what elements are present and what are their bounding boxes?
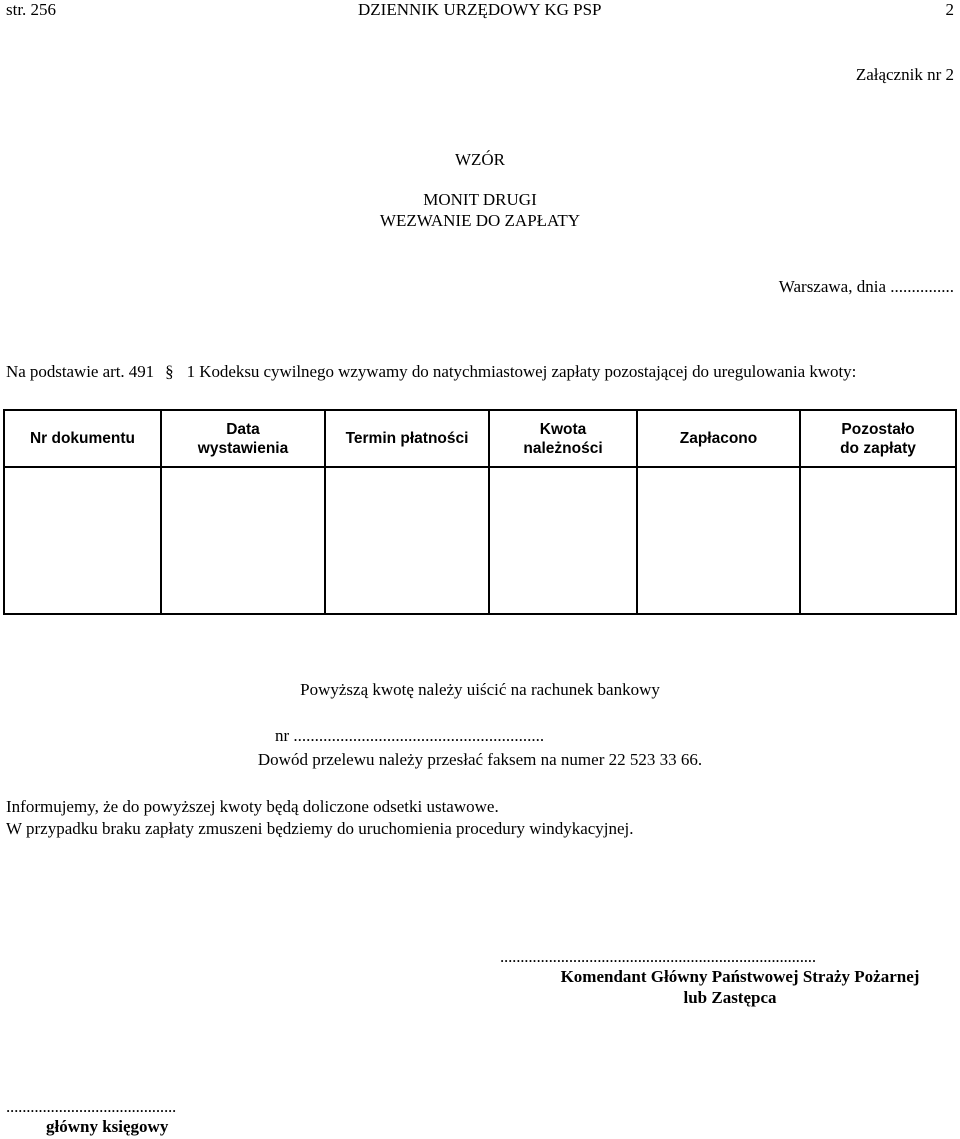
payment-instruction: Powyższą kwotę należy uiścić na rachunek bankowy xyxy=(300,680,660,699)
header-due-date xyxy=(326,411,488,466)
document-title: MONIT DRUGI xyxy=(423,190,537,209)
header-paid xyxy=(638,411,799,466)
header-document-number xyxy=(5,411,160,466)
signatory-title: Komendant Główny Państwowej Straży Pożarnej xyxy=(560,967,920,986)
account-number-field: nr ........................................................... xyxy=(275,726,545,745)
section-sign: § xyxy=(165,362,174,381)
payment-table xyxy=(3,409,957,615)
header-text: należności xyxy=(523,439,603,457)
intro-text-start: Na podstawie art. 491 xyxy=(6,362,155,381)
journal-title: DZIENNIK URZĘDOWY KG PSP xyxy=(358,0,602,19)
header-text: do zapłaty xyxy=(840,439,916,457)
annex-label: Załącznik nr 2 xyxy=(855,65,954,84)
pattern-title: WZÓR xyxy=(454,150,506,169)
header-amount-due xyxy=(490,411,636,466)
header-text: wystawienia xyxy=(197,439,289,457)
header-text: Nr dokumentu xyxy=(29,430,136,447)
fax-instruction: Dowód przelewu należy przesłać faksem na numer 22 523 33 66. xyxy=(257,750,703,769)
header-text: Zapłacono xyxy=(679,430,758,447)
collection-notice: W przypadku braku zapłaty zmuszeni będziemy do uruchomienia procedury windykacyjnej. xyxy=(6,819,634,838)
journal-number: 2 xyxy=(945,0,954,19)
signatory-alternate: lub Zastępca xyxy=(683,988,777,1007)
intro-text-end: 1 Kodeksu cywilnego wzywamy do natychmiastowej zapłaty pozostającej do uregulowania kwoty: xyxy=(186,362,857,381)
header-text: Pozostało xyxy=(841,420,915,438)
interest-notice: Informujemy, że do powyższej kwoty będą doliczone odsetki ustawowe. xyxy=(6,797,499,816)
header-text: Kwota xyxy=(539,420,587,438)
document-subtitle: WEZWANIE DO ZAPŁATY xyxy=(379,211,581,230)
header-remaining xyxy=(801,411,955,466)
header-text: Termin płatności xyxy=(345,430,469,447)
intro-paragraph xyxy=(6,362,856,382)
header-row-divider xyxy=(5,466,955,468)
header-issue-date xyxy=(162,411,324,466)
place-date: Warszawa, dnia ............... xyxy=(778,277,954,296)
page-number: str. 256 xyxy=(6,0,57,19)
accountant-title: główny księgowy xyxy=(46,1117,169,1136)
accountant-signature-line: .......................................... xyxy=(6,1097,177,1116)
signature-line: .............................................................................. xyxy=(500,947,816,966)
header-text: Data xyxy=(226,420,260,438)
